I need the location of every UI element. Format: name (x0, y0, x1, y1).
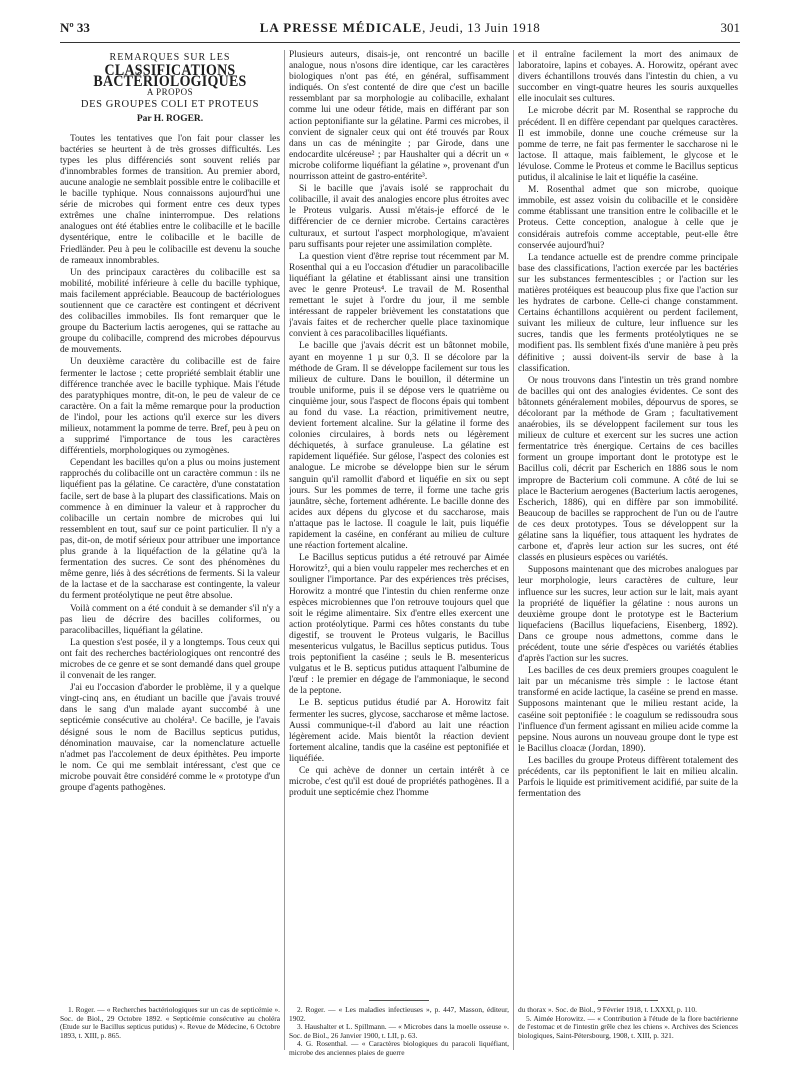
journal-name: LA PRESSE MÉDICALE (259, 20, 423, 35)
footnote: 2. Roger. — « Les maladies infectieuses », p. 447, Masson, éditeur, 1902. (289, 1005, 509, 1023)
paragraph: Or nous trouvons dans l'intestin un très grand nombre de bacilles qui ont des analogies évidentes. Ce sont des bâtonnets généralement mobiles, dépourvus de spores, se décolorant par la méthode de Gram ; facultativement anaérobies, ils se développent facilement sur tous les milieux de culture et exercent sur les sucres une action fermentatrice très énergique. Certains de ces bacilles forment un groupe important dont le prototype est le Bacillus coli, décrit par Escherich en 1886 sous le nom impropre de Bacterium coli commune. A côté de lui se place le Bacterium aerogenes (Bacterium lactis aerogenes, Escherich, 1886), qui en diffère par son immobilité. Beaucoup de bacilles se rapprochent de l'un ou de l'autre de ces deux prototypes. Tous se développent sur la gélatine sans la liquéfier, tous attaquent les hydrates de carbone et, d'après leur action sur les sucres, ont été classés en plusieurs espèces ou variétés. (518, 375, 738, 564)
paragraph: Voilà comment on a été conduit à se demander s'il n'y a pas lieu de décrire des bacilles coliformes, ou paracolibacilles, liquéfiant la gélatine. (60, 603, 280, 636)
footnotes-column-2 (289, 1006, 509, 1058)
paragraph: M. Rosenthal admet que son microbe, quoique immobile, est assez voisin du colibacille et le considère comme établissant une transition entre le colibacille et le Proteus. Cette conception, analogue à celle que je considérais autrefois comme acceptable, peut-elle être conservée aujourd'hui? (518, 185, 738, 251)
article-kicker: REMARQUES SUR LES (109, 52, 231, 63)
article-title-block (60, 52, 280, 126)
paragraph: Un deuxième caractère du colibacille est de faire fermenter le lactose ; cette propriété semblait établir une différence tranchée avec le bacille typhique. Mais l'étude des paratyphiques montre, dit-on, le peu de valeur de ce caractère. On a fait la même remarque pour la production de l'indol, pour les actions qu'il exerce sur les divers milieux, notamment la pomme de terre. Bref, peu à peu on a supprimé l'importance de tous les caractères différentiels, morphologiques ou zymogènes. (60, 357, 280, 457)
column-3 (518, 50, 738, 995)
paragraph: Toutes les tentatives que l'on fait pour classer les bactéries se heurtent à de très grosses difficultés. Les types les plus différenciés sont souvent reliés par d'innombrables formes de transition. Au premier abord, aucune analogie ne semblait possible entre le colibacille et le bacille typhique. Nous connaissons aujourd'hui une série de microbes qui forment entre ces deux types extrêmes une chaîne ininterrompue. Des relations analogues ont été établies entre le colibacille et le bacille dysentérique, entre le colibacille et le bacille de Friedländer. Peu à peu le colibacille est devenu la souche de rameaux innombrables. (60, 133, 280, 266)
page-number: 301 (720, 20, 740, 35)
footnotes-column-1 (60, 1006, 280, 1040)
paragraph: Plusieurs auteurs, disais-je, ont rencontré un bacille analogue, nous n'osons dire identique, car les caractères biologiques n'ont pas été, en général, suffisamment indiqués. On s'est contenté de dire que c'est un bacille ressemblant par sa morphologie au colibacille, exhalant comme lui une odeur fétide, mais en différant par son action peptonifiante sur la gélatine. Parmi ces microbes, il convient de signaler ceux qui ont été trouvés par Roux dans un cas de méningite ; par Girode, dans une endocardite ulcéreuse² ; par Haushalter qui a décrit un « microbe coliforme liquéfiant la gélatine », provenant d'un nourrisson atteint de gastro-entérite³. (289, 50, 509, 183)
footnote: 3. Haushalter et L. Spillmann. — « Microbes dans la moelle osseuse ». Soc. de Biol., 26 Janvier 1900, t. LII, p. 63. (289, 1022, 509, 1040)
paragraph: La question s'est posée, il y a longtemps. Tous ceux qui ont fait des recherches bactériologiques ont rencontré des microbes de ce genre et se sont demandé dans quel groupe il convenait de les ranger. (60, 637, 280, 682)
issue-date: , Jeudi, 13 Juin 1918 (422, 20, 541, 35)
paragraph: Le microbe décrit par M. Rosenthal se rapproche du précédent. Il en diffère cependant par quelques caractères. Il est immobile, donne une couche crémeuse sur la pomme de terre, ne fait pas fermenter le saccharose ni le lactose. Il attaque, mais faiblement, le glycose et le lévulose. Comme le Proteus et comme le Bacillus septicus putidus, il alcalinise le lait et liquéfie la caséine. (518, 106, 738, 184)
footnote: 5. Aimée Horowitz. — « Contribution à l'étude de la flore bactérienne de l'estomac et de l'intestin grêle chez les chiens ». Archives des Sciences biologiques, Saint-Pétersbourg, 1908, t. XIII, p. 321. (518, 1013, 738, 1040)
footnotes-column-3 (518, 1006, 738, 1040)
paragraph: et il entraîne facilement la mort des animaux de laboratoire, lapins et cobayes. A. Horowitz, opérant avec divers échantillons trouvés dans l'intestin du chien, a vu succomber en vingt-quatre heures les souris auxquelles elle inoculait ses cultures. (518, 50, 738, 105)
paragraph: Un des principaux caractères du colibacille est sa mobilité, mobilité inférieure à celle du bacille typhique, mais facilement appréciable. Beaucoup de bactériologues soutiennent que ce caractère est contingent et décrivent des colibacilles immobiles. Ils font remarquer que le groupe du Bacterium lactis aerogenes, qui se rattache au groupe du colibacille, comprend des microbes dépourvus de mouvements. (60, 267, 280, 356)
paragraph: Les bacilles du groupe Proteus diffèrent totalement des précédents, car ils peptonifient le lait en milieu alcalin. Parfois le liquide est primitivement acidifié, par suite de la fermentation des (518, 755, 738, 800)
footnote-rule (369, 1000, 429, 1001)
page-header (60, 20, 740, 40)
column-separator (513, 50, 514, 1050)
paragraph: Le B. septicus putidus étudié par A. Horowitz fait fermenter les sucres, glycose, saccharose et même lactose. Aussi communique-t-il d'abord au lait une réaction légèrement acide. Mais bientôt la réaction devient fortement alcaline, tandis que la caséine est peptonifiée et liquéfiée. (289, 698, 509, 764)
paragraph: Les bacilles de ces deux premiers groupes coagulent le lait par un mécanisme très simple : le lactose étant transformé en acide lactique, la caséine se prend en masse. Supposons maintenant que le milieu restant acide, la caséine soit peptonifiée : le coagulum se redissoudra sous l'influence d'un ferment agissant en milieu acide comme la pepsine. Nous aurons un nouveau groupe dont le type est le Bacillus cloacæ (Jordan, 1890). (518, 666, 738, 754)
paragraph: Si le bacille que j'avais isolé se rapprochait du colibacille, il avait des analogies encore plus étroites avec le Proteus vulgaris. Aussi m'étais-je efforcé de le différencier de ce dernier microbe. Certains caractères culturaux, et surtout l'aspect morphologique, m'avaient paru suffisants pour rejeter une assimilation complète. (289, 184, 509, 250)
footnote-rule (140, 1000, 200, 1001)
paragraph: Le bacille que j'avais décrit est un bâtonnet mobile, ayant en moyenne 1 µ sur 0,3. Il se décolore par la méthode de Gram. Il se développe facilement sur tous les milieux de culture. Dans le bouillon, il détermine un trouble uniforme, puis il se dépose vers le quatrième ou cinquième jour, sous l'aspect de flocons épais qui tombent au fond du vase. La réaction, primitivement neutre, devient fortement alcaline. Sur la gélatine il forme des colonies circulaires, à bords nets ou légèrement déchiquetés, à surface granuleuse. La gélatine est rapidement liquéfiée. Sur gélose, l'aspect des colonies est analogue. Le microbe se développe bien sur le sérum sanguin qu'il ramollit d'abord et liquéfie en six ou sept jours. Sur les pommes de terre, il forme une tache gris jaunâtre, sèche, fortement adhérente. Le bacille donne des acides aux dépens du glycose et du saccharose, mais n'attaque pas le lactose. Il coagule le lait, puis liquéfie rapidement la caséine, en conférant au milieu de culture une réaction fortement alcaline. (289, 341, 509, 552)
article-author: Par H. ROGER. (136, 114, 204, 125)
paragraph: Cependant les bacilles qu'on a plus ou moins justement rapprochés du colibacille ont un caractère commun : ils ne liquéfient pas la gélatine. Ce caractère, d'une constatation facile, sert de base à la plupart des classifications. Mais on commence à en diminuer la valeur et à rapprocher du colibacille un certain nombre de microbes qui lui ressemblent en tout, sauf sur ce point particulier. Il n'y a pas, dit-on, de motif sérieux pour attribuer une importance plus grande à la liquéfaction de la gélatine qu'à la fermentation des sucres. Ce sont des phénomènes du même genre, liés à des sécrétions de ferments. Si la valeur de la lactase et de la saccharase est contingente, la valeur du ferment protéolytique ne peut être absolue. (60, 458, 280, 602)
paragraph: La tendance actuelle est de prendre comme principale base des classifications, l'action exercée par les bactéries sur les substances fermentescibles ; or l'action sur les matières protéiques est beaucoup plus fixe que l'action sur les hydrates de carbone. Celle-ci change constamment. Certains échantillons acquièrent ou perdent facilement, suivant les milieux de culture, leur influence sur les sucres, tandis que les ferments protéolytiques ne se modifient pas. Ils semblent fixés d'une manière à peu près définitive ; aussi doivent-ils servir de base à la classification. (518, 252, 738, 374)
footnote: du thorax ». Soc. de Biol., 9 Février 1918, t. LXXXI, p. 110. (518, 1005, 697, 1014)
footnote-rule (598, 1000, 658, 1001)
paragraph: Supposons maintenant que des microbes analogues par leur morphologie, leurs caractères de culture, leur influence sur les sucres, leur action sur le lait, mais ayant la propriété de liquéfier la gélatine : nous aurons un deuxième groupe dont le prototype est le Bacterium liquefaciens (Bacillus liquefaciens, Eisenberg, 1892). Dans ce groupe nous admettons, comme dans le précédent, toute une série d'espèces ou variétés établies d'après l'action sur les sucres. (518, 565, 738, 665)
journal-line (60, 20, 740, 36)
column-separator (284, 50, 285, 1050)
header-rule (60, 42, 740, 43)
article-subtitle: DES GROUPES COLI ET PROTEUS (80, 99, 260, 111)
article-prep: A PROPOS (146, 87, 194, 98)
paragraph: Ce qui achève de donner un certain intérêt à ce microbe, c'est qu'il est doué de propriétés pathogènes. Il a produit une septicémie chez l'homme (289, 766, 509, 799)
footnote: 4. G. Rosenthal. — « Caractères biologiques du paracoli liquéfiant, microbe des anciennes plaies de guerre (289, 1039, 509, 1057)
paragraph: Le Bacillus septicus putidus a été retrouvé par Aimée Horowitz⁵, qui a bien voulu rappeler mes recherches et en souligner l'importance. Par des expériences très précises, Horowitz a montré que l'intestin du chien renferme onze espèces microbiennes que l'on retrouve toujours quel que soit le régime alimentaire. Six d'entre elles exercent une action protéolytique. Parmi ces hôtes constants du tube digestif, se trouvent le Proteus vulgaris, le Bacillus mesentericus vulgatus, le Bacillus septicus putidus. Tous trois peptonifient la caséine ; seuls le B. mesentericus vulgatus et le B. septicus putidus attaquent l'albumine de l'œuf : le premier en dégage de l'ammoniaque, le second de la peptone. (289, 553, 509, 697)
issue-number: Nº 33 (60, 20, 90, 35)
paragraph: La question vient d'être reprise tout récemment par M. Rosenthal qui a eu l'occasion d'étudier un paracolibacille liquéfiant la gélatine et établissant ainsi une transition avec le genre Proteus⁴. Le travail de M. Rosenthal remettant le sujet à l'ordre du jour, il me semble intéressant de rappeler brièvement les constatations que j'avais faites et de rechercher quelle place taxinomique convient à ces paracolibacilles liquéfiants. (289, 251, 509, 340)
column-2 (289, 50, 509, 995)
article-title: CLASSIFICATIONS BACTÉRIOLOGIQUES (93, 62, 247, 91)
footnote: 1. Roger. — « Recherches bactériologiques sur un cas de septicémie ». Soc. de Biol., 29 Octobre 1892. « Septicémie consécutive au choléra (Etude sur le Bacillus septicus putidus) ». Revue de Médecine, 6 Octobre 1893, t. XIII, p. 865. (60, 1005, 280, 1040)
column-1 (60, 50, 280, 995)
paragraph: J'ai eu l'occasion d'aborder le problème, il y a quelque vingt-cinq ans, en étudiant un bacille que j'avais trouvé dans le sang d'un malade ayant succombé à une septicémie consécutive au choléra¹. Ce bacille, je l'avais désigné sous le nom de Bacillus septicus putidus, dénomination mauvaise, car la nomenclature actuelle n'admet pas l'accolement de deux épithètes. Peu importe le nom. Ce qui me semblait intéressant, c'est que ce microbe pouvait être considéré comme le « prototype d'un groupe d'agents pathogènes. (60, 683, 280, 793)
